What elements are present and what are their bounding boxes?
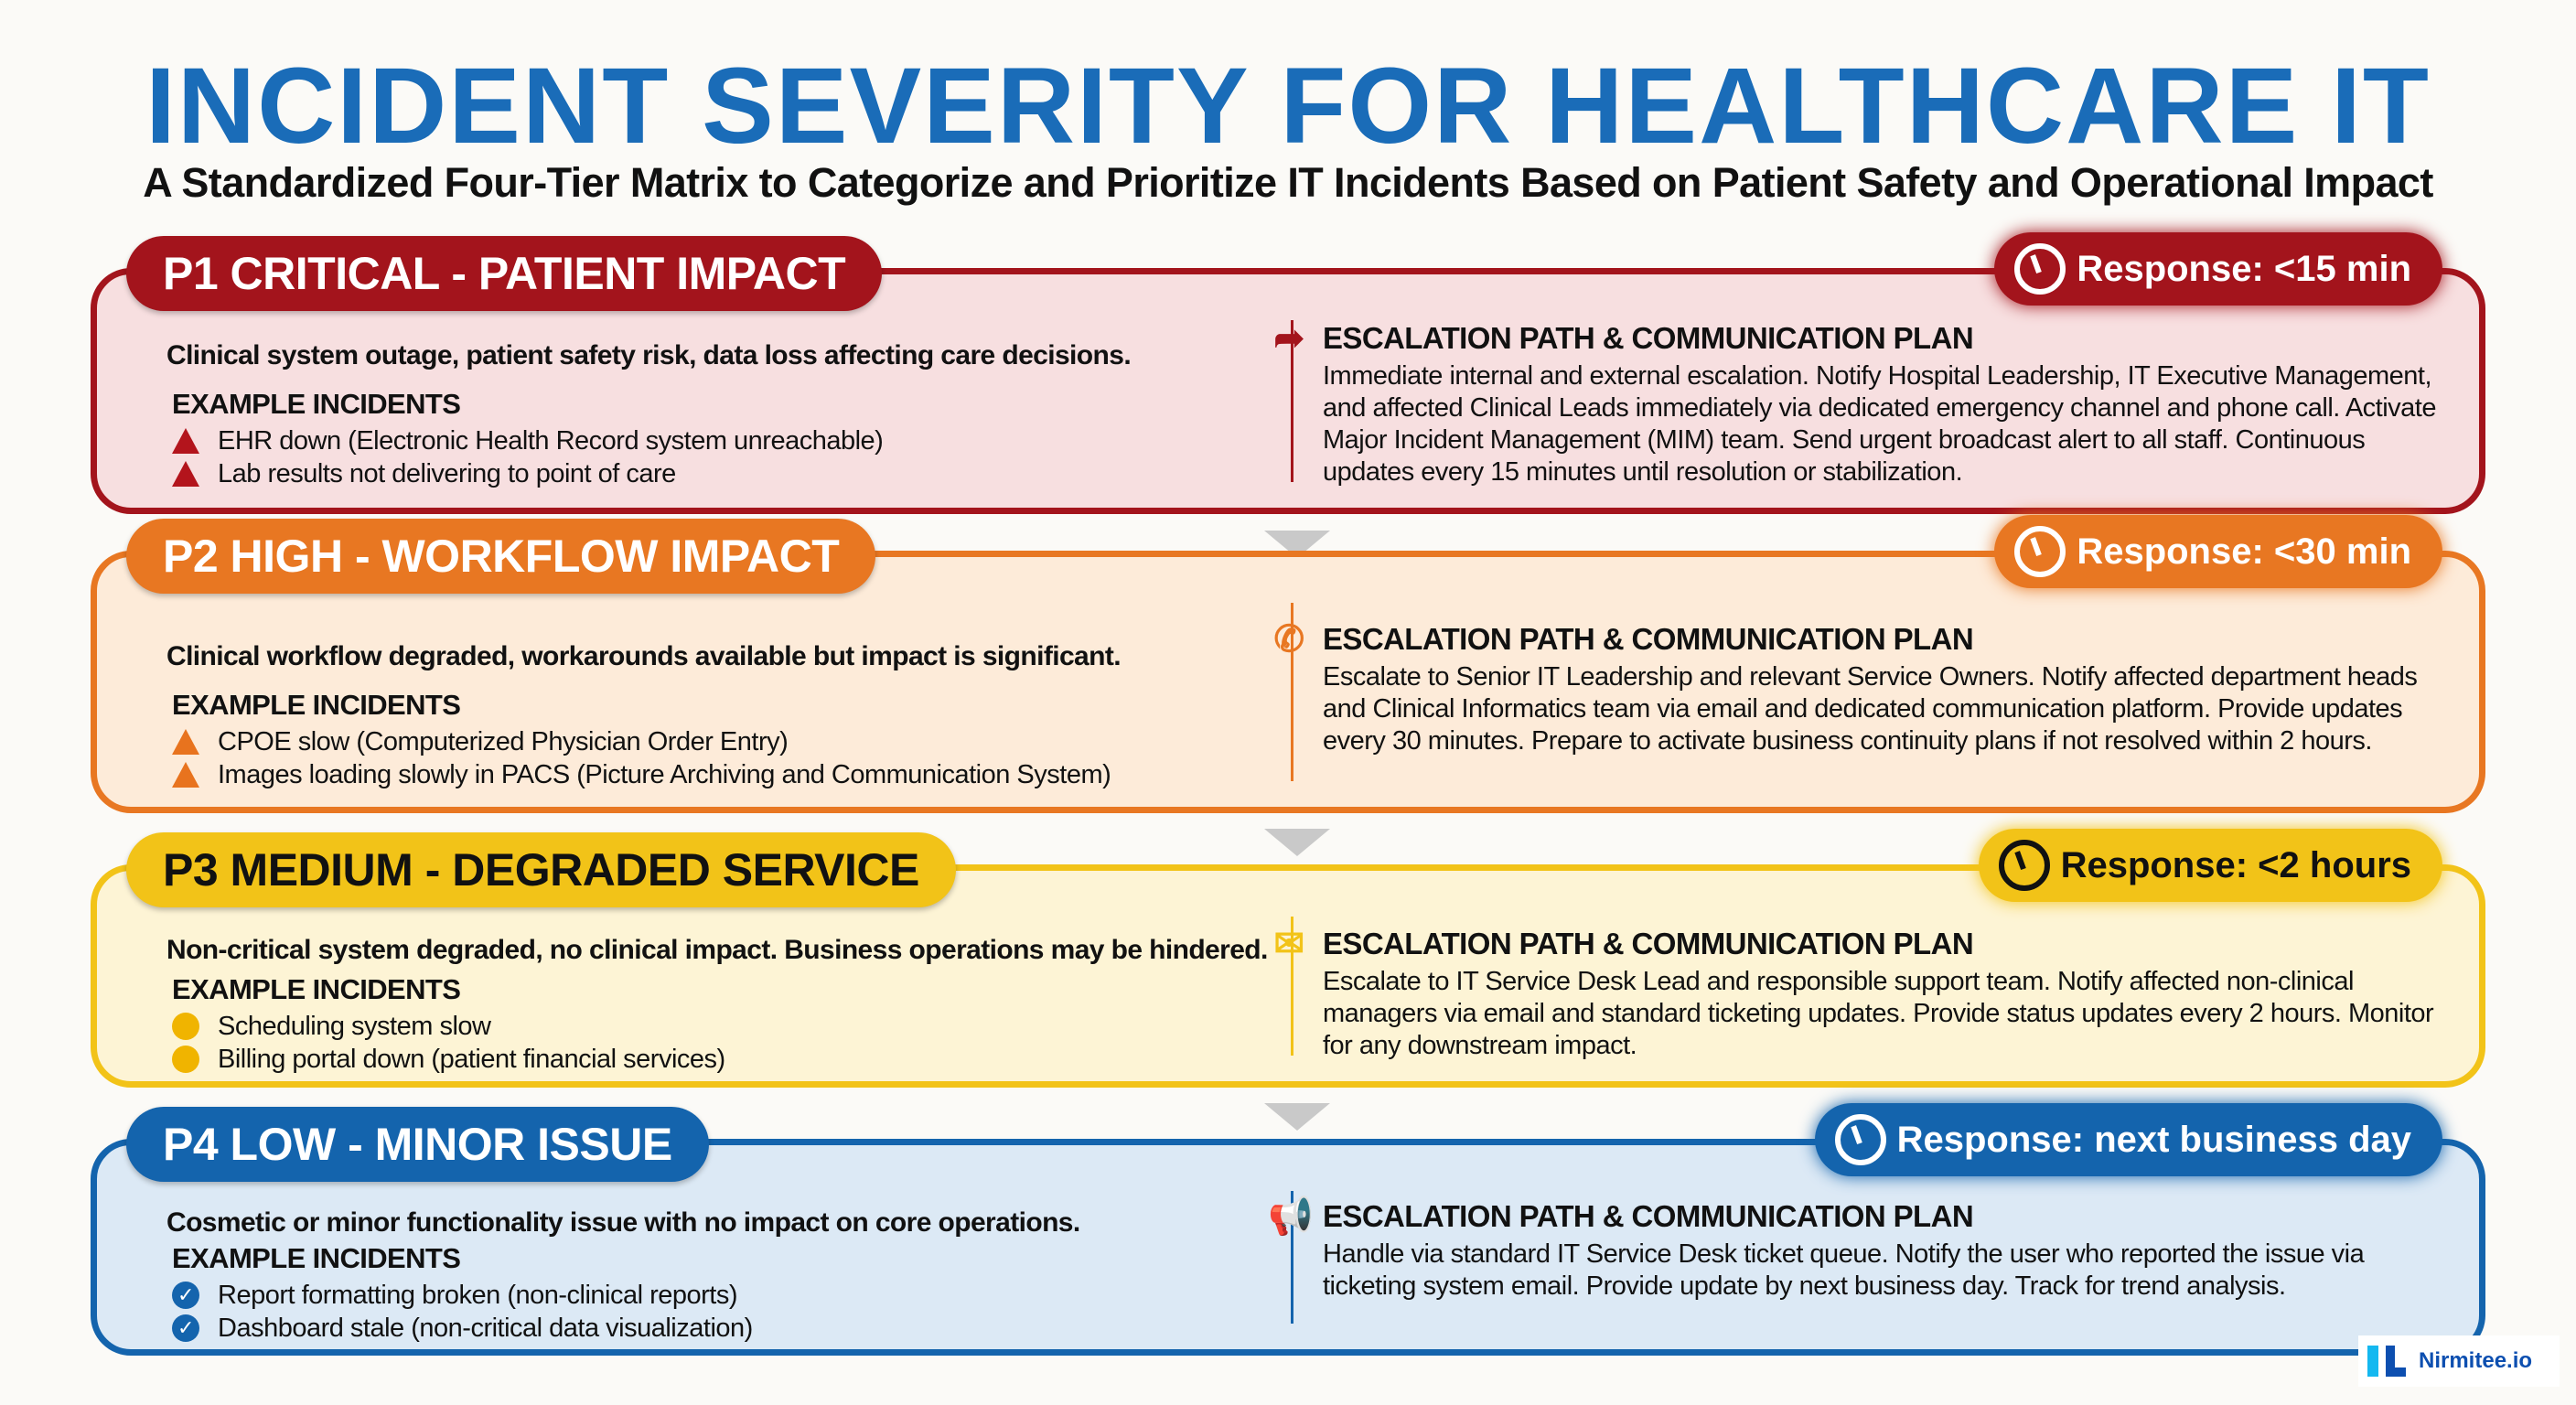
example-item: EHR down (Electronic Health Record system unreachable) (172, 424, 1301, 457)
warning-icon (172, 461, 199, 487)
severity-card-p2 (91, 531, 2485, 813)
example-item: Billing portal down (patient financial services) (172, 1043, 1301, 1076)
brand-logo (2358, 1335, 2560, 1387)
severity-card-p1 (91, 248, 2485, 514)
response-badge (1815, 1103, 2442, 1176)
severity-label: P2 HIGH - WORKFLOW IMPACT (126, 519, 875, 594)
envelope-icon: ✉ (1273, 924, 1304, 964)
escalation-heading: ESCALATION PATH & COMMUNICATION PLAN (1323, 321, 1974, 355)
severity-description: Clinical workflow degraded, workarounds available but impact is significant. (166, 641, 1121, 671)
clock-icon (2014, 243, 2066, 295)
check-circle-icon: ✓ (172, 1282, 199, 1309)
down-chevron-icon (1264, 1103, 1330, 1131)
severity-label: P1 CRITICAL - PATIENT IMPACT (126, 236, 882, 311)
examples-heading: EXAMPLE INCIDENTS (172, 973, 461, 1005)
down-chevron-icon (1264, 829, 1330, 856)
info-dot-icon (172, 1013, 199, 1040)
phone-icon: ✆ (1273, 619, 1304, 660)
response-time: Response: <30 min (2077, 531, 2411, 572)
severity-description: Non-critical system degraded, no clinical impact. Business operations may be hindered. (166, 935, 1268, 965)
response-time: Response: <2 hours (2060, 845, 2411, 885)
brand-name: Nirmitee.io (2419, 1348, 2533, 1373)
severity-description: Clinical system outage, patient safety risk, data loss affecting care decisions. (166, 340, 1132, 370)
example-item: Lab results not delivering to point of care (172, 457, 1301, 490)
severity-description: Cosmetic or minor functionality issue with no impact on core operations. (166, 1207, 1080, 1238)
examples-heading: EXAMPLE INCIDENTS (172, 1242, 461, 1274)
examples-heading: EXAMPLE INCIDENTS (172, 689, 461, 721)
megaphone-icon: 📢 (1268, 1196, 1314, 1237)
warning-icon (172, 762, 199, 788)
info-dot-icon (172, 1046, 199, 1073)
severity-label: P3 MEDIUM - DEGRADED SERVICE (126, 832, 956, 907)
response-badge (1979, 829, 2442, 902)
severity-card-p4 (91, 1119, 2485, 1356)
clock-icon (2014, 526, 2066, 577)
warning-icon (172, 729, 199, 755)
example-item: Images loading slowly in PACS (Picture Archiving and Communication System) (172, 758, 1301, 791)
severity-label: P4 LOW - MINOR ISSUE (126, 1107, 709, 1182)
examples-heading: EXAMPLE INCIDENTS (172, 388, 461, 420)
escalation-text: Escalate to Senior IT Leadership and relevant Service Owners. Notify affected department heads and Clinical Informatics team via email and dedicated communication platform. Provide updates every 30 minutes. Prepare to activate business continuity plans if not resolved within 2 hours. (1323, 662, 2418, 756)
escalation-heading: ESCALATION PATH & COMMUNICATION PLAN (1323, 927, 1974, 960)
escalate-arrow-icon: ➦ (1273, 318, 1304, 359)
escalation-heading: ESCALATION PATH & COMMUNICATION PLAN (1323, 622, 1974, 656)
escalation-text: Escalate to IT Service Desk Lead and responsible support team. Notify affected non-clinical managers via email and standard ticketing updates. Provide status updates every 2 hours. Monitor for any downstream impact. (1323, 967, 2434, 1060)
response-badge (1994, 515, 2442, 588)
response-time: Response: next business day (1896, 1120, 2411, 1160)
page-title: INCIDENT SEVERITY FOR HEALTHCARE IT (145, 46, 2431, 166)
clock-icon (1835, 1114, 1886, 1165)
escalation-text: Handle via standard IT Service Desk ticket queue. Notify the user who reported the issue via ticketing system email. Provide update by next business day. Track for trend analysis. (1323, 1239, 2365, 1301)
warning-icon (172, 428, 199, 454)
severity-card-p3 (91, 844, 2485, 1088)
page-subtitle: A Standardized Four-Tier Matrix to Categorize and Prioritize IT Incidents Based on Patient Safety and Operational Impact (143, 159, 2433, 206)
response-time: Response: <15 min (2077, 249, 2411, 289)
escalation-heading: ESCALATION PATH & COMMUNICATION PLAN (1323, 1199, 1974, 1233)
check-circle-icon: ✓ (172, 1314, 199, 1342)
example-item: ✓ Dashboard stale (non-critical data visualization) (172, 1312, 1301, 1345)
example-item: Scheduling system slow (172, 1010, 1301, 1043)
response-badge (1994, 232, 2442, 306)
example-item: CPOE slow (Computerized Physician Order Entry) (172, 725, 1301, 758)
clock-icon (1999, 840, 2050, 891)
escalation-text: Immediate internal and external escalation. Notify Hospital Leadership, IT Executive Management, and affected Clinical Leads immediately via dedicated emergency channel and phone call. Activate Major Incident Management (MIM) team. Send urgent broadcast alert to all staff. Continuous updates every 15 minutes until resolution or stabilization. (1323, 361, 2436, 487)
example-item: ✓ Report formatting broken (non-clinical reports) (172, 1279, 1301, 1312)
